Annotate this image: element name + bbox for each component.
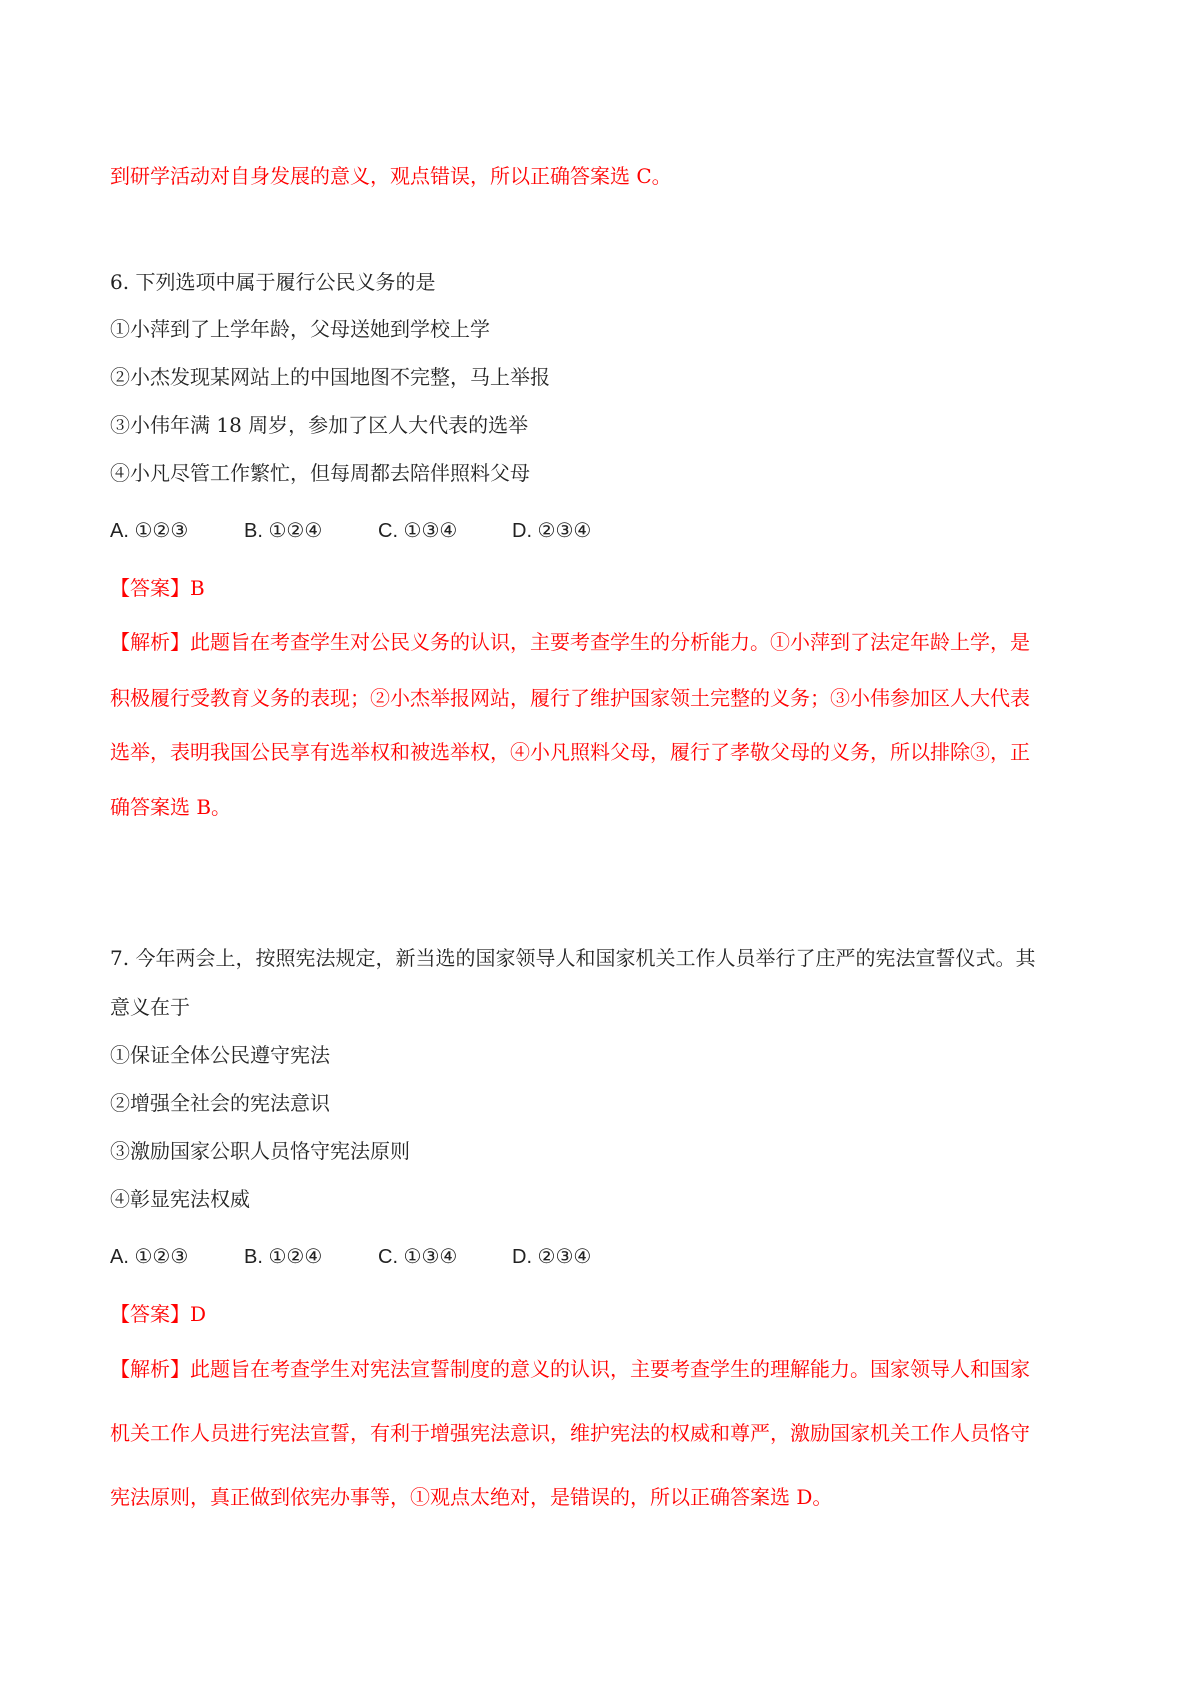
analysis-line: 【解析】此题旨在考查学生对宪法宣誓制度的意义的认识，主要考查学生的理解能力。国家领导人和国家 [110, 1357, 1030, 1381]
option-d: D. ②③④ [512, 1246, 592, 1268]
answer-options [110, 1243, 646, 1271]
analysis-line: 确答案选 B。 [110, 795, 232, 819]
answer-options [110, 517, 646, 545]
question-stem: 7. 今年两会上，按照宪法规定，新当选的国家领导人和国家机关工作人员举行了庄严的宪法宣誓仪式。其 [110, 946, 1036, 970]
statement-item: ②小杰发现某网站上的中国地图不完整，马上举报 [110, 365, 550, 389]
answer-key: 【答案】B [110, 576, 205, 600]
option-b: B. ①②④ [244, 1246, 323, 1268]
statement-item: ②增强全社会的宪法意识 [110, 1091, 330, 1115]
analysis-line: 【解析】此题旨在考查学生对公民义务的认识，主要考查学生的分析能力。①小萍到了法定年龄上学，是 [110, 630, 1030, 654]
question-stem: 意义在于 [110, 995, 190, 1019]
analysis-line: 宪法原则，真正做到依宪办事等，①观点太绝对，是错误的，所以正确答案选 D。 [110, 1485, 833, 1509]
analysis-line: 选举，表明我国公民享有选举权和被选举权，④小凡照料父母，履行了孝敬父母的义务，所以排除③，正 [110, 740, 1030, 764]
statement-item: ④彰显宪法权威 [110, 1187, 250, 1211]
option-c: C. ①③④ [378, 1246, 458, 1268]
option-b: B. ①②④ [244, 520, 323, 542]
analysis-line: 积极履行受教育义务的表现；②小杰举报网站，履行了维护国家领土完整的义务；③小伟参加区人大代表 [110, 686, 1030, 710]
option-d: D. ②③④ [512, 520, 592, 542]
statement-item: ①保证全体公民遵守宪法 [110, 1043, 330, 1067]
statement-item: ③激励国家公职人员恪守宪法原则 [110, 1139, 410, 1163]
analysis-line: 机关工作人员进行宪法宣誓，有利于增强宪法意识，维护宪法的权威和尊严，激励国家机关工作人员恪守 [110, 1421, 1030, 1445]
statement-item: ④小凡尽管工作繁忙，但每周都去陪伴照料父母 [110, 461, 530, 485]
option-a: A. ①②③ [110, 1246, 189, 1268]
answer-key: 【答案】D [110, 1302, 207, 1326]
option-c: C. ①③④ [378, 520, 458, 542]
statement-item: ①小萍到了上学年龄，父母送她到学校上学 [110, 317, 490, 341]
carryover-analysis: 到研学活动对自身发展的意义，观点错误，所以正确答案选 C。 [110, 164, 672, 188]
option-a: A. ①②③ [110, 520, 189, 542]
question-stem: 6. 下列选项中属于履行公民义务的是 [110, 270, 436, 294]
statement-item: ③小伟年满 18 周岁，参加了区人大代表的选举 [110, 413, 529, 437]
